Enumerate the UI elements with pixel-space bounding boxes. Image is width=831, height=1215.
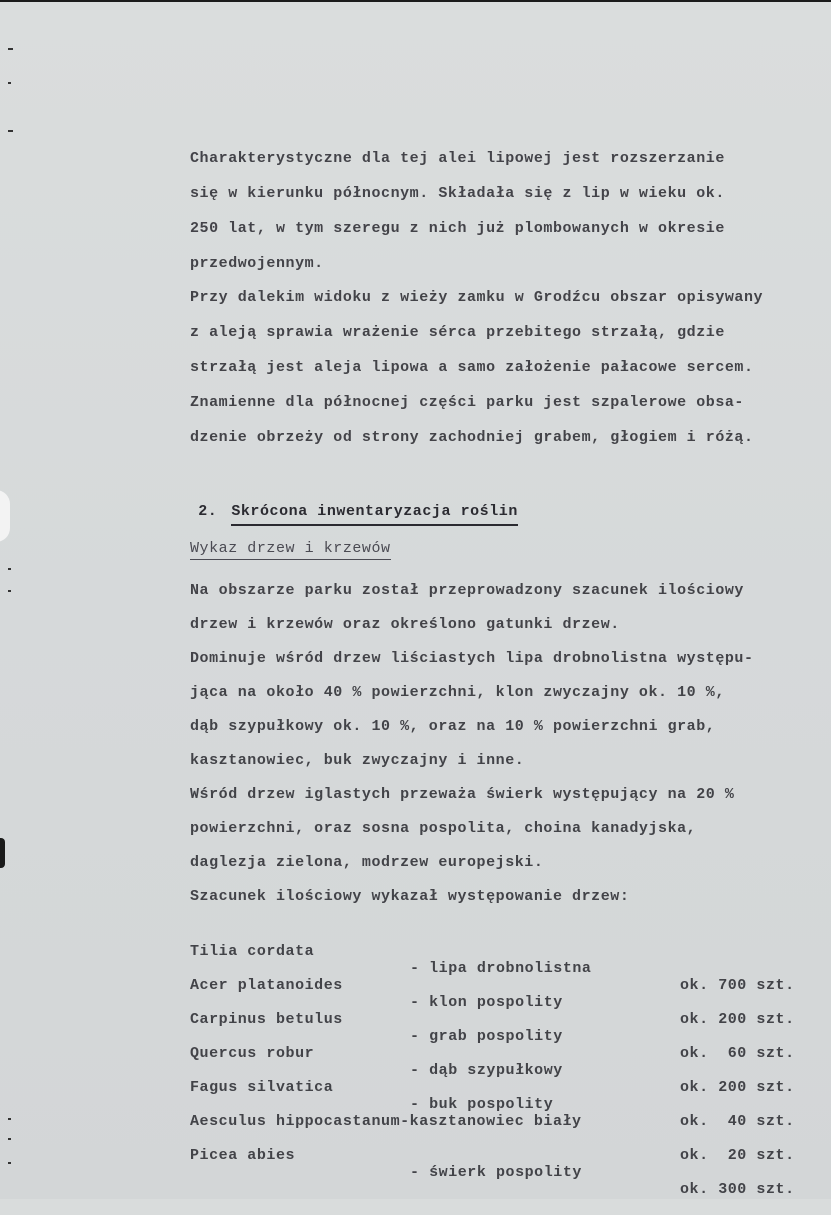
- tree-quantity: ok. 60 szt.: [680, 1045, 795, 1062]
- edge-blot: [0, 838, 5, 868]
- paragraph-line: z aleją sprawia wrażenie sérca przebitego strzałą, gdzie: [190, 324, 725, 341]
- tree-latin-name: Quercus robur: [190, 1045, 315, 1062]
- margin-mark: [8, 130, 13, 132]
- paragraph-line: przedwojennym.: [190, 255, 324, 272]
- section-title: Skrócona inwentaryzacja roślin: [231, 503, 518, 526]
- subheading: Wykaz drzew i krzewów: [190, 540, 391, 560]
- tree-latin-name: Carpinus betulus: [190, 1011, 343, 1028]
- paragraph-line: Znamienne dla północnej części parku jest szpalerowe obsa-: [190, 394, 744, 411]
- tree-polish-name: - buk pospolity: [410, 1096, 554, 1113]
- paragraph-line: Charakterystyczne dla tej alei lipowej jest rozszerzanie: [190, 150, 725, 167]
- section-heading: [160, 486, 518, 543]
- tree-polish-name: - dąb szypułkowy: [410, 1062, 563, 1079]
- tree-latin-name: Fagus silvatica: [190, 1079, 334, 1096]
- paragraph-line: Dominuje wśród drzew liściastych lipa drobnolistna występu-: [190, 650, 754, 667]
- tree-polish-name: - klon pospolity: [410, 994, 563, 1011]
- paragraph-line: Przy dalekim widoku z wieży zamku w Grodźcu obszar opisywany: [190, 289, 764, 306]
- paragraph-line: jąca na około 40 % powierzchni, klon zwyczajny ok. 10 %,: [190, 684, 725, 701]
- paragraph-line: Na obszarze parku został przeprowadzony szacunek ilościowy: [190, 582, 744, 599]
- tree-latin-name: Picea abies: [190, 1147, 296, 1164]
- tree-quantity: ok. 200 szt.: [680, 1011, 795, 1028]
- tree-quantity: ok. 200 szt.: [680, 1079, 795, 1096]
- margin-mark: [8, 568, 11, 570]
- tree-polish-name: - lipa drobnolistna: [410, 960, 592, 977]
- paragraph-line: powierzchni, oraz sosna pospolita, choina kanadyjska,: [190, 820, 697, 837]
- margin-mark: [8, 1138, 11, 1140]
- tree-polish-name: - grab pospolity: [410, 1028, 563, 1045]
- paragraph-line: drzew i krzewów oraz określono gatunki drzew.: [190, 616, 620, 633]
- margin-mark: [8, 48, 13, 50]
- tree-quantity: ok. 20 szt.: [680, 1147, 795, 1164]
- paragraph-line: strzałą jest aleja lipowa a samo założenie pałacowe sercem.: [190, 359, 754, 376]
- paragraph-line: dzenie obrzeży od strony zachodniej grabem, głogiem i różą.: [190, 429, 754, 446]
- paragraph-line: Szacunek ilościowy wykazał występowanie drzew:: [190, 888, 630, 905]
- tree-quantity: ok. 300 szt.: [680, 1181, 795, 1198]
- paragraph-line: kasztanowiec, buk zwyczajny i inne.: [190, 752, 525, 769]
- paragraph-line: Wśród drzew iglastych przeważa świerk występujący na 20 %: [190, 786, 735, 803]
- tree-quantity: ok. 40 szt.: [680, 1113, 795, 1130]
- margin-mark: [8, 82, 11, 84]
- margin-mark: [8, 1118, 11, 1120]
- section-number: 2.: [198, 503, 218, 520]
- paragraph-line: się w kierunku północnym. Składała się z lip w wieku ok.: [190, 185, 725, 202]
- paragraph-line: dąb szypułkowy ok. 10 %, oraz na 10 % powierzchni grab,: [190, 718, 716, 735]
- tree-polish-name: - świerk pospolity: [410, 1164, 582, 1181]
- tree-latin-name: Aesculus hippocastanum-kasztanowiec biały: [190, 1113, 582, 1130]
- paragraph-line: daglezja zielona, modrzew europejski.: [190, 854, 544, 871]
- tree-quantity: ok. 700 szt.: [680, 977, 795, 994]
- paragraph-line: 250 lat, w tym szeregu z nich już plombowanych w okresie: [190, 220, 725, 237]
- margin-mark: [8, 1162, 11, 1164]
- tree-latin-name: Acer platanoides: [190, 977, 343, 994]
- margin-mark: [8, 590, 11, 592]
- punch-hole: [0, 490, 10, 542]
- tree-latin-name: Tilia cordata: [190, 943, 315, 960]
